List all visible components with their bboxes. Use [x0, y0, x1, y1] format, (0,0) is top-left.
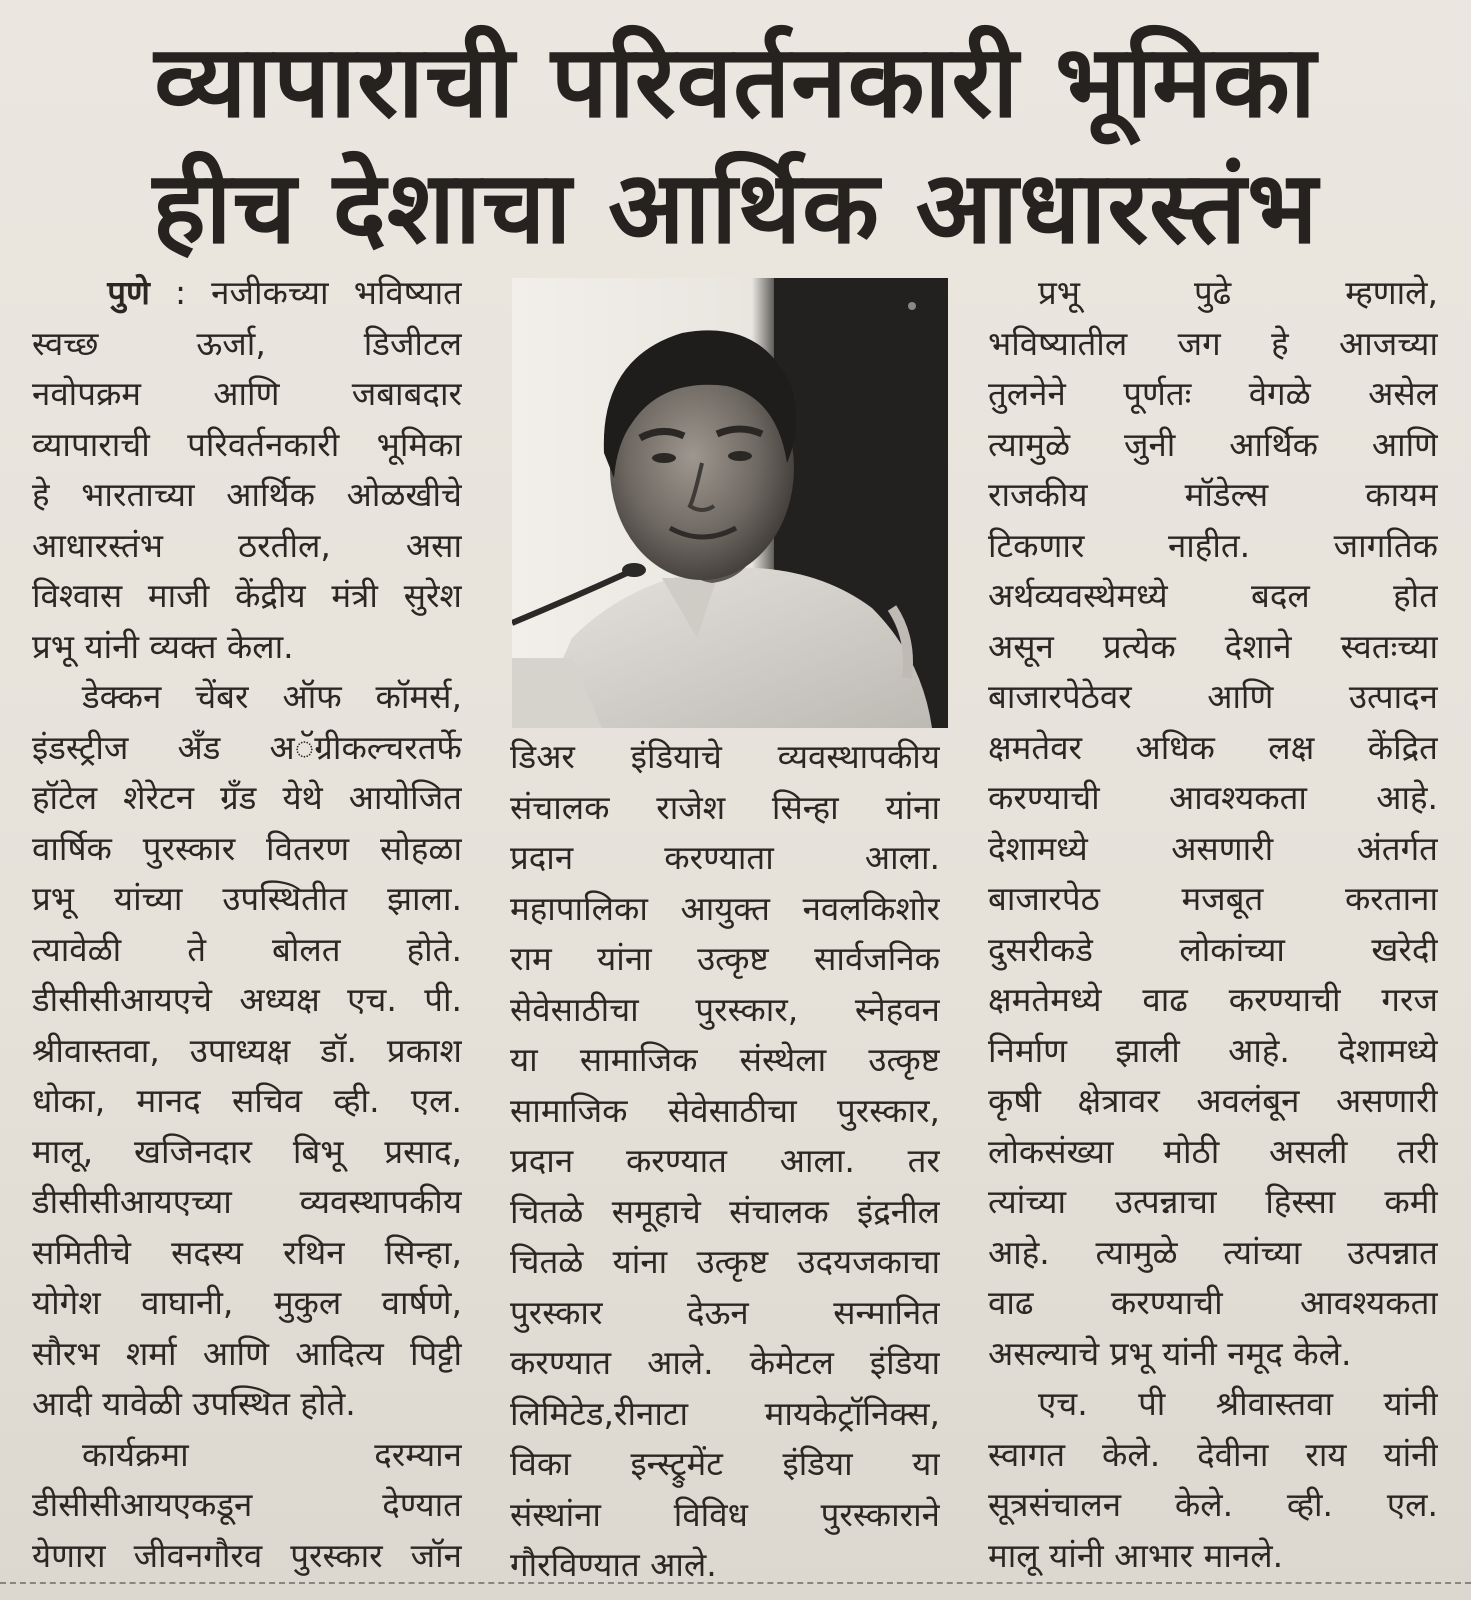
article-line: संचालक राजेश सिन्हा यांना [510, 787, 940, 827]
article-line: सौरभ शर्मा आणि आदित्य पिट्टी [32, 1333, 462, 1373]
article-line: इंडस्ट्रीज अँड अॅग्रीकल्चरतर्फे [32, 727, 462, 767]
portrait-photo [512, 278, 948, 728]
article-line: चितळे समूहाचे संचालक इंद्रनील [510, 1191, 940, 1231]
article-line: देशामध्ये असणारी अंतर्गत [988, 828, 1438, 868]
article-line: क्षमतेमध्ये वाढ करण्याची गरज [988, 980, 1438, 1019]
article-line: हॉटेल शेरेटन ग्रँड येथे आयोजित [32, 778, 462, 817]
article-line: लोकसंख्या मोठी असली तरी [988, 1131, 1438, 1171]
article-line: आहे. त्यामुळे त्यांच्या उत्पन्नात [988, 1232, 1438, 1272]
article-line: लिमिटेड,रीनाटा मायकेट्रॉनिक्स, [510, 1393, 940, 1433]
article-line: विश्वास माजी केंद्रीय मंत्री सुरेश [32, 576, 462, 615]
bottom-dashed-rule [0, 1582, 1471, 1586]
article-line: येणारा जीवनगौरव पुरस्कार जॉन [32, 1535, 462, 1575]
article-line: प्रभू यांनी व्यक्त केला. [32, 626, 294, 666]
article-line: टिकणार नाहीत. जागतिक [988, 525, 1438, 565]
article-line: असून प्रत्येक देशाने स्वतःच्या [988, 626, 1438, 666]
article-line: व्यापाराची परिवर्तनकारी भूमिका [32, 424, 462, 464]
article-line: सेवेसाठीचा पुरस्कार, स्नेहवन [510, 989, 940, 1029]
photo-light-spot [908, 302, 916, 310]
article-line: राम यांना उत्कृष्ट सार्वजनिक [510, 939, 940, 978]
article-line: स्वागत केले. देवीना राय यांनी [988, 1434, 1438, 1474]
dateline: पुणे [107, 273, 150, 312]
article-line: राजकीय मॉडेल्स कायम [988, 475, 1438, 514]
article-line: आधारस्तंभ ठरतील, असा [32, 525, 462, 565]
article-line: तुलनेने पूर्णतः वेगळे असेल [988, 374, 1438, 413]
article-line: भविष्यातील जग हे आजच्या [988, 323, 1438, 363]
article-line: प्रदान करण्यात आला. तर [510, 1141, 940, 1180]
article-line: प्रभू यांच्या उपस्थितीत झाला. [32, 879, 462, 918]
article-line: मालू यांनी आभार मानले. [988, 1535, 1284, 1575]
portrait-photo-graphic [512, 278, 948, 728]
article-line: या सामाजिक संस्थेला उत्कृष्ट [510, 1040, 940, 1079]
article-line: दुसरीकडे लोकांच्या खरेदी [988, 929, 1438, 969]
article-line: धोका, मानद सचिव व्ही. एल. [32, 1081, 462, 1120]
article-line: वाढ करण्याची आवश्यकता [988, 1283, 1438, 1322]
article-line [32, 268, 462, 319]
article-line: क्षमतेवर अधिक लक्ष केंद्रित [988, 727, 1438, 767]
article-line: बाजारपेठेवर आणि उत्पादन [988, 677, 1438, 716]
article-line: डीसीसीआयएच्या व्यवस्थापकीय [32, 1182, 462, 1221]
article-line: प्रदान करण्याता आला. [510, 838, 940, 877]
article-line: नवोपक्रम आणि जबाबदार [32, 374, 462, 413]
article-line: योगेश वाघानी, मुकुल वार्षणे, [32, 1283, 462, 1322]
article-line: हे भारताच्या आर्थिक ओळखीचे [32, 475, 462, 514]
subject-eye-left [652, 453, 676, 463]
article-line: सूत्रसंचालन केले. व्ही. एल. [988, 1485, 1438, 1524]
article-column-middle [510, 732, 940, 1591]
headline-line-2: हीच देशाचा आर्थिक आधारस्तंभ [152, 149, 1319, 266]
article-line: स्वच्छ ऊर्जा, डिजीटल [32, 323, 462, 363]
article-line: समितीचे सदस्य रथिन सिन्हा, [32, 1232, 462, 1272]
article-line: संस्थांना विविध पुरस्काराने [510, 1494, 940, 1534]
article-line: त्यावेळी ते बोलत होते. [32, 929, 462, 969]
article-line: डेक्कन चेंबर ऑफ कॉमर्स, [82, 677, 462, 716]
article-line: गौरविण्यात आले. [510, 1545, 717, 1584]
subject-eye-right [728, 451, 752, 461]
article-line: महापालिका आयुक्त नवलकिशोर [510, 888, 940, 928]
article-line: चितळे यांना उत्कृष्ट उदयजकाचा [510, 1242, 940, 1281]
article-line: विका इन्स्ट्रुमेंट इंडिया या [510, 1444, 940, 1483]
microphone-head [622, 563, 646, 577]
article-line: डीसीसीआयएचे अध्यक्ष एच. पी. [32, 980, 462, 1019]
article-line: आदी यावेळी उपस्थित होते. [32, 1384, 356, 1423]
article-line: मालू, खजिनदार बिभू प्रसाद, [32, 1131, 462, 1171]
headline-line-1: व्यापाराची परिवर्तनकारी भूमिका [154, 23, 1317, 140]
article-line: कार्यक्रमा दरम्यान [82, 1434, 462, 1474]
article-line: कृषी क्षेत्रावर अवलंबून असणारी [988, 1081, 1438, 1120]
article-line: निर्माण झाली आहे. देशामध्ये [988, 1030, 1438, 1070]
article-column-left [32, 268, 462, 1581]
article-line: त्यामुळे जुनी आर्थिक आणि [988, 424, 1438, 464]
article-line: सामाजिक सेवेसाठीचा पुरस्कार, [510, 1090, 940, 1130]
article-line: अर्थव्यवस्थेमध्ये बदल होत [988, 576, 1438, 615]
article-line: बाजारपेठ मजबूत करताना [988, 879, 1438, 918]
article-line-text: : नजीकच्या भविष्यात [149, 273, 462, 312]
article-line: एच. पी श्रीवास्तवा यांनी [1038, 1384, 1438, 1423]
article-line: डीसीसीआयएकडून देण्यात [32, 1485, 462, 1524]
article-line: करण्याची आवश्यकता आहे. [988, 778, 1438, 817]
article-column-right [988, 268, 1438, 1581]
article-line: डिअर इंडियाचे व्यवस्थापकीय [510, 737, 940, 776]
article-line: श्रीवास्तवा, उपाध्यक्ष डॉ. प्रकाश [32, 1030, 462, 1070]
article-line: असल्याचे प्रभू यांनी नमूद केले. [988, 1333, 1352, 1373]
article-line: वार्षिक पुरस्कार वितरण सोहळा [32, 828, 462, 868]
article-line: करण्यात आले. केमेटल इंडिया [510, 1343, 940, 1382]
article-line: प्रभू पुढे म्हणाले, [1038, 273, 1438, 312]
article-line: त्यांच्या उत्पन्नाचा हिस्सा कमी [988, 1182, 1438, 1221]
article-line: पुरस्कार देऊन सन्मानित [510, 1292, 940, 1332]
